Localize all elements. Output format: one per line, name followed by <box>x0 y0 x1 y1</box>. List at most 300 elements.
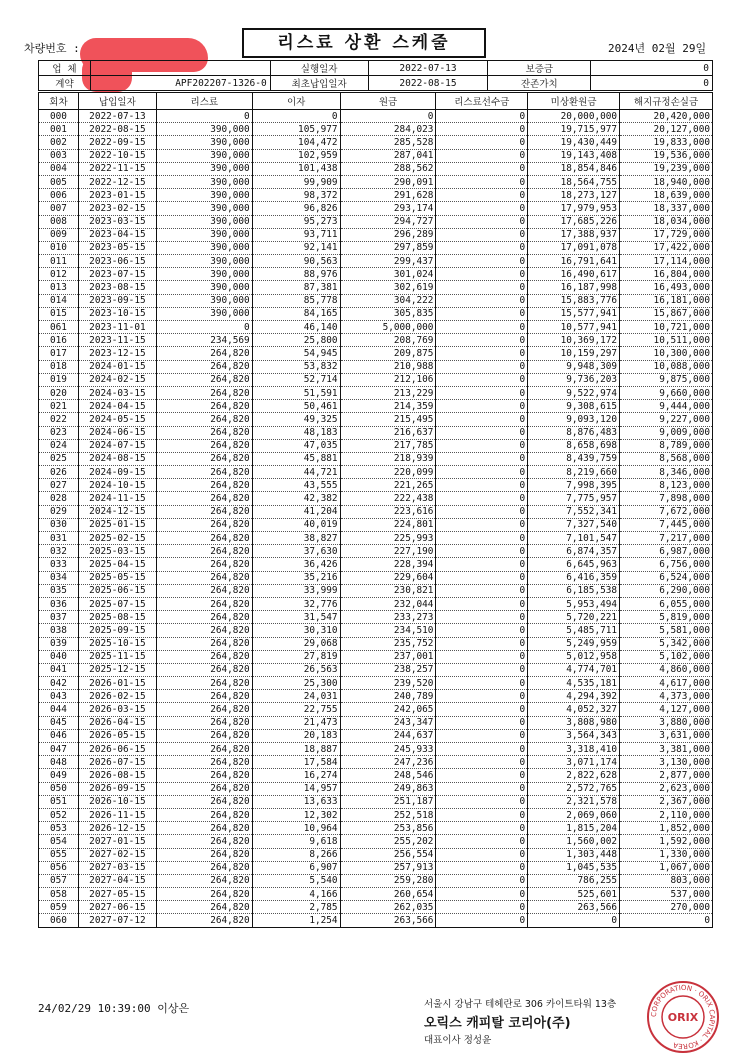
table-cell: 0 <box>436 136 528 149</box>
table-cell: 90,563 <box>252 255 340 268</box>
table-cell: 210,988 <box>340 360 436 373</box>
table-cell: 2,110,000 <box>620 808 713 821</box>
table-cell: 2026-11-15 <box>78 808 156 821</box>
table-cell: 42,382 <box>252 492 340 505</box>
table-cell: 0 <box>436 386 528 399</box>
company-name: 오릭스 캐피탈 코리아(주) <box>424 1016 571 1031</box>
table-cell: 260,654 <box>340 888 436 901</box>
table-cell: 2026-10-15 <box>78 795 156 808</box>
table-cell: 20,183 <box>252 729 340 742</box>
table-cell: 4,294,392 <box>528 690 620 703</box>
table-cell: 262,035 <box>340 901 436 914</box>
table-cell: 5,720,221 <box>528 611 620 624</box>
table-cell: 0 <box>436 663 528 676</box>
table-cell: 2024-10-15 <box>78 479 156 492</box>
table-cell: 0 <box>436 848 528 861</box>
table-cell: 24,031 <box>252 690 340 703</box>
table-cell: 6,645,963 <box>528 558 620 571</box>
table-cell: 049 <box>39 769 79 782</box>
table-cell: 264,820 <box>156 901 252 914</box>
table-cell: 0 <box>436 545 528 558</box>
table-cell: 18,887 <box>252 743 340 756</box>
table-cell: 053 <box>39 822 79 835</box>
table-cell: 13,633 <box>252 795 340 808</box>
table-row <box>39 532 713 545</box>
table-row <box>39 479 713 492</box>
table-cell: 2024-05-15 <box>78 413 156 426</box>
table-cell: 297,859 <box>340 241 436 254</box>
table-cell: 3,071,174 <box>528 756 620 769</box>
table-cell: 2025-05-15 <box>78 571 156 584</box>
table-cell: 2,822,628 <box>528 769 620 782</box>
table-cell: 264,820 <box>156 703 252 716</box>
table-cell: 235,752 <box>340 637 436 650</box>
table-cell: 3,880,000 <box>620 716 713 729</box>
table-row <box>39 505 713 518</box>
table-cell: 242,065 <box>340 703 436 716</box>
table-row <box>39 914 713 927</box>
company-value <box>90 61 270 76</box>
table-cell: 4,052,327 <box>528 703 620 716</box>
contract-number: APF202207-1326-0 <box>90 76 270 91</box>
table-cell: 0 <box>436 452 528 465</box>
table-cell: 2022-09-15 <box>78 136 156 149</box>
table-cell: 224,801 <box>340 518 436 531</box>
table-cell: 0 <box>436 110 528 123</box>
table-cell: 264,820 <box>156 874 252 887</box>
table-row <box>39 756 713 769</box>
table-cell: 058 <box>39 888 79 901</box>
table-cell: 2025-07-15 <box>78 597 156 610</box>
table-cell: 2022-12-15 <box>78 175 156 188</box>
table-cell: 390,000 <box>156 255 252 268</box>
table-cell: 92,141 <box>252 241 340 254</box>
col-header-prepaid: 리스료선수금 <box>436 93 528 110</box>
table-row <box>39 677 713 690</box>
table-cell: 264,820 <box>156 532 252 545</box>
table-cell: 264,820 <box>156 545 252 558</box>
table-cell: 0 <box>436 439 528 452</box>
company-address: 서울시 강남구 테헤란로 306 카이트타워 13층 <box>424 999 617 1010</box>
table-cell: 264,820 <box>156 624 252 637</box>
table-cell: 0 <box>436 914 528 927</box>
first-pay-label: 최초납입일자 <box>270 76 368 91</box>
info-row-2 <box>39 76 713 91</box>
table-cell: 17,685,226 <box>528 215 620 228</box>
info-row-1 <box>39 61 713 76</box>
table-cell: 5,012,958 <box>528 650 620 663</box>
table-cell: 023 <box>39 426 79 439</box>
table-cell: 264,820 <box>156 888 252 901</box>
table-cell: 3,631,000 <box>620 729 713 742</box>
table-cell: 233,273 <box>340 611 436 624</box>
table-cell: 17,979,953 <box>528 202 620 215</box>
table-cell: 43,555 <box>252 479 340 492</box>
table-cell: 2,623,000 <box>620 782 713 795</box>
table-cell: 5,540 <box>252 874 340 887</box>
table-cell: 390,000 <box>156 202 252 215</box>
table-cell: 2025-09-15 <box>78 624 156 637</box>
table-cell: 105,977 <box>252 123 340 136</box>
table-cell: 2022-07-13 <box>78 110 156 123</box>
table-cell: 245,933 <box>340 743 436 756</box>
table-cell: 042 <box>39 677 79 690</box>
table-cell: 223,616 <box>340 505 436 518</box>
table-cell: 88,976 <box>252 268 340 281</box>
table-cell: 0 <box>436 808 528 821</box>
table-cell: 0 <box>436 624 528 637</box>
table-cell: 034 <box>39 571 79 584</box>
table-cell: 2025-06-15 <box>78 584 156 597</box>
table-cell: 249,863 <box>340 782 436 795</box>
table-cell: 0 <box>436 466 528 479</box>
table-cell: 98,372 <box>252 189 340 202</box>
table-cell: 305,835 <box>340 307 436 320</box>
table-cell: 248,546 <box>340 769 436 782</box>
table-row <box>39 466 713 479</box>
table-cell: 8,568,000 <box>620 452 713 465</box>
table-cell: 53,832 <box>252 360 340 373</box>
table-row <box>39 545 713 558</box>
table-cell: 20,127,000 <box>620 123 713 136</box>
table-cell: 9,093,120 <box>528 413 620 426</box>
table-cell: 270,000 <box>620 901 713 914</box>
table-cell: 056 <box>39 861 79 874</box>
table-cell: 2024-09-15 <box>78 466 156 479</box>
table-cell: 0 <box>436 518 528 531</box>
table-cell: 18,034,000 <box>620 215 713 228</box>
table-cell: 16,187,998 <box>528 281 620 294</box>
table-cell: 9,009,000 <box>620 426 713 439</box>
table-cell: 17,388,937 <box>528 228 620 241</box>
table-cell: 0 <box>340 110 436 123</box>
table-cell: 6,907 <box>252 861 340 874</box>
table-cell: 033 <box>39 558 79 571</box>
table-cell: 0 <box>436 874 528 887</box>
table-cell: 5,485,711 <box>528 624 620 637</box>
table-cell: 293,174 <box>340 202 436 215</box>
table-row <box>39 861 713 874</box>
table-cell: 050 <box>39 782 79 795</box>
table-cell: 030 <box>39 518 79 531</box>
table-cell: 390,000 <box>156 268 252 281</box>
table-cell: 243,347 <box>340 716 436 729</box>
table-cell: 2,367,000 <box>620 795 713 808</box>
seal-center-text: ORIX <box>667 1011 699 1024</box>
table-cell: 16,181,000 <box>620 294 713 307</box>
table-cell: 038 <box>39 624 79 637</box>
table-cell: 4,373,000 <box>620 690 713 703</box>
table-cell: 213,229 <box>340 386 436 399</box>
table-cell: 215,495 <box>340 413 436 426</box>
table-cell: 2023-09-15 <box>78 294 156 307</box>
table-cell: 264,820 <box>156 650 252 663</box>
table-cell: 240,789 <box>340 690 436 703</box>
table-cell: 3,130,000 <box>620 756 713 769</box>
table-cell: 022 <box>39 413 79 426</box>
table-cell: 009 <box>39 228 79 241</box>
table-cell: 232,044 <box>340 597 436 610</box>
table-cell: 2025-02-15 <box>78 532 156 545</box>
table-cell: 2023-08-15 <box>78 281 156 294</box>
table-cell: 027 <box>39 479 79 492</box>
table-cell: 225,993 <box>340 532 436 545</box>
table-cell: 7,217,000 <box>620 532 713 545</box>
table-cell: 2023-04-15 <box>78 228 156 241</box>
table-cell: 290,091 <box>340 175 436 188</box>
table-cell: 96,826 <box>252 202 340 215</box>
table-cell: 20,420,000 <box>620 110 713 123</box>
table-cell: 9,618 <box>252 835 340 848</box>
seal-ring-text: CORPORATION · ORIX CAPITAL · KOREA <box>649 983 717 1051</box>
table-cell: 264,820 <box>156 479 252 492</box>
table-cell: 101,438 <box>252 162 340 175</box>
table-header-row <box>39 93 713 110</box>
table-cell: 055 <box>39 848 79 861</box>
table-cell: 22,755 <box>252 703 340 716</box>
table-cell: 2026-12-15 <box>78 822 156 835</box>
table-cell: 95,273 <box>252 215 340 228</box>
table-cell: 1,330,000 <box>620 848 713 861</box>
table-cell: 7,445,000 <box>620 518 713 531</box>
table-cell: 1,067,000 <box>620 861 713 874</box>
table-row <box>39 716 713 729</box>
first-pay-date: 2022-08-15 <box>368 76 488 91</box>
table-cell: 18,639,000 <box>620 189 713 202</box>
table-cell: 10,369,172 <box>528 334 620 347</box>
table-row <box>39 215 713 228</box>
exec-date-label: 실행일자 <box>270 61 368 76</box>
company-seal <box>646 980 720 1054</box>
table-row <box>39 835 713 848</box>
table-cell: 10,577,941 <box>528 321 620 334</box>
table-cell: 4,535,181 <box>528 677 620 690</box>
table-cell: 2027-05-15 <box>78 888 156 901</box>
table-cell: 2024-12-15 <box>78 505 156 518</box>
table-cell: 2023-02-15 <box>78 202 156 215</box>
table-cell: 021 <box>39 400 79 413</box>
table-cell: 0 <box>436 756 528 769</box>
table-cell: 0 <box>436 743 528 756</box>
table-cell: 2025-03-15 <box>78 545 156 558</box>
table-cell: 0 <box>436 413 528 426</box>
table-cell: 84,165 <box>252 307 340 320</box>
table-cell: 20,000,000 <box>528 110 620 123</box>
table-row <box>39 888 713 901</box>
table-cell: 14,957 <box>252 782 340 795</box>
table-cell: 0 <box>436 307 528 320</box>
printed-at: 24/02/29 10:39:00 이상은 <box>38 1002 190 1015</box>
table-cell: 47,035 <box>252 439 340 452</box>
table-cell: 390,000 <box>156 228 252 241</box>
table-cell: 006 <box>39 189 79 202</box>
table-cell: 2023-01-15 <box>78 189 156 202</box>
table-cell: 028 <box>39 492 79 505</box>
table-cell: 2026-01-15 <box>78 677 156 690</box>
table-cell: 0 <box>436 861 528 874</box>
table-cell: 4,860,000 <box>620 663 713 676</box>
table-cell: 1,852,000 <box>620 822 713 835</box>
table-cell: 264,820 <box>156 848 252 861</box>
table-cell: 0 <box>436 677 528 690</box>
table-cell: 2024-11-15 <box>78 492 156 505</box>
table-cell: 9,444,000 <box>620 400 713 413</box>
table-cell: 2025-11-15 <box>78 650 156 663</box>
company-label: 업 체 <box>39 61 91 76</box>
table-cell: 294,727 <box>340 215 436 228</box>
table-cell: 2023-05-15 <box>78 241 156 254</box>
table-row <box>39 202 713 215</box>
table-cell: 0 <box>436 334 528 347</box>
table-cell: 0 <box>436 202 528 215</box>
table-cell: 2025-01-15 <box>78 518 156 531</box>
table-cell: 2023-03-15 <box>78 215 156 228</box>
table-cell: 390,000 <box>156 189 252 202</box>
table-cell: 2027-03-15 <box>78 861 156 874</box>
table-row <box>39 637 713 650</box>
table-cell: 0 <box>436 123 528 136</box>
table-cell: 047 <box>39 743 79 756</box>
deposit-label: 보증금 <box>488 61 591 76</box>
table-cell: 287,041 <box>340 149 436 162</box>
table-cell: 6,987,000 <box>620 545 713 558</box>
table-cell: 061 <box>39 321 79 334</box>
table-cell: 51,591 <box>252 386 340 399</box>
table-cell: 41,204 <box>252 505 340 518</box>
table-row <box>39 703 713 716</box>
table-cell: 9,308,615 <box>528 400 620 413</box>
table-cell: 039 <box>39 637 79 650</box>
table-cell: 0 <box>436 716 528 729</box>
table-cell: 238,257 <box>340 663 436 676</box>
table-cell: 46,140 <box>252 321 340 334</box>
table-cell: 1,045,535 <box>528 861 620 874</box>
table-cell: 0 <box>436 637 528 650</box>
table-cell: 32,776 <box>252 597 340 610</box>
table-row <box>39 426 713 439</box>
table-cell: 8,439,759 <box>528 452 620 465</box>
table-cell: 44,721 <box>252 466 340 479</box>
table-cell: 057 <box>39 874 79 887</box>
table-cell: 0 <box>156 110 252 123</box>
exec-date-value: 2022-07-13 <box>368 61 488 76</box>
table-cell: 032 <box>39 545 79 558</box>
table-cell: 052 <box>39 808 79 821</box>
table-cell: 018 <box>39 360 79 373</box>
col-header-termination-loss: 해지규정손실금 <box>620 93 713 110</box>
table-cell: 264,820 <box>156 426 252 439</box>
table-cell: 035 <box>39 584 79 597</box>
table-row <box>39 281 713 294</box>
table-row <box>39 452 713 465</box>
table-cell: 2023-06-15 <box>78 255 156 268</box>
table-cell: 2,877,000 <box>620 769 713 782</box>
table-cell: 8,658,698 <box>528 439 620 452</box>
table-cell: 2027-06-15 <box>78 901 156 914</box>
table-cell: 31,547 <box>252 611 340 624</box>
table-cell: 17,729,000 <box>620 228 713 241</box>
table-cell: 264,820 <box>156 386 252 399</box>
table-cell: 0 <box>436 901 528 914</box>
table-cell: 0 <box>436 241 528 254</box>
table-cell: 264,820 <box>156 413 252 426</box>
table-row <box>39 347 713 360</box>
table-cell: 264,820 <box>156 769 252 782</box>
table-cell: 2024-08-15 <box>78 452 156 465</box>
table-cell: 264,820 <box>156 716 252 729</box>
table-row <box>39 373 713 386</box>
table-cell: 264,820 <box>156 466 252 479</box>
table-cell: 024 <box>39 439 79 452</box>
table-cell: 0 <box>436 835 528 848</box>
table-cell: 38,827 <box>252 532 340 545</box>
deposit-value: 0 <box>591 61 713 76</box>
print-date: 2024년 02월 29일 <box>608 42 707 55</box>
table-cell: 0 <box>436 255 528 268</box>
table-cell: 390,000 <box>156 241 252 254</box>
table-cell: 288,562 <box>340 162 436 175</box>
table-cell: 6,874,357 <box>528 545 620 558</box>
table-row <box>39 162 713 175</box>
table-cell: 50,461 <box>252 400 340 413</box>
table-cell: 208,769 <box>340 334 436 347</box>
table-cell: 010 <box>39 241 79 254</box>
table-cell: 0 <box>436 822 528 835</box>
table-cell: 16,274 <box>252 769 340 782</box>
table-cell: 10,721,000 <box>620 321 713 334</box>
table-cell: 2,069,060 <box>528 808 620 821</box>
table-cell: 264,820 <box>156 637 252 650</box>
table-cell: 0 <box>436 360 528 373</box>
table-cell: 2026-04-15 <box>78 716 156 729</box>
table-cell: 005 <box>39 175 79 188</box>
table-cell: 18,273,127 <box>528 189 620 202</box>
table-cell: 16,490,617 <box>528 268 620 281</box>
table-cell: 8,346,000 <box>620 466 713 479</box>
table-cell: 17,091,078 <box>528 241 620 254</box>
table-cell: 237,001 <box>340 650 436 663</box>
table-cell: 0 <box>436 505 528 518</box>
table-cell: 7,327,540 <box>528 518 620 531</box>
table-row <box>39 571 713 584</box>
table-cell: 013 <box>39 281 79 294</box>
table-cell: 264,820 <box>156 690 252 703</box>
table-cell: 2026-05-15 <box>78 729 156 742</box>
table-cell: 36,426 <box>252 558 340 571</box>
table-cell: 7,552,341 <box>528 505 620 518</box>
table-cell: 011 <box>39 255 79 268</box>
table-cell: 525,601 <box>528 888 620 901</box>
table-cell: 0 <box>436 294 528 307</box>
table-cell: 2026-08-15 <box>78 769 156 782</box>
table-row <box>39 795 713 808</box>
table-cell: 3,808,980 <box>528 716 620 729</box>
table-cell: 255,202 <box>340 835 436 848</box>
company-representative: 대표이사 정성윤 <box>424 1035 492 1046</box>
table-cell: 264,820 <box>156 861 252 874</box>
table-cell: 0 <box>436 281 528 294</box>
table-cell: 15,577,941 <box>528 307 620 320</box>
table-cell: 043 <box>39 690 79 703</box>
table-cell: 45,881 <box>252 452 340 465</box>
table-cell: 87,381 <box>252 281 340 294</box>
table-cell: 284,023 <box>340 123 436 136</box>
table-cell: 264,820 <box>156 584 252 597</box>
table-cell: 33,999 <box>252 584 340 597</box>
table-cell: 9,736,203 <box>528 373 620 386</box>
table-cell: 7,672,000 <box>620 505 713 518</box>
table-cell: 216,637 <box>340 426 436 439</box>
